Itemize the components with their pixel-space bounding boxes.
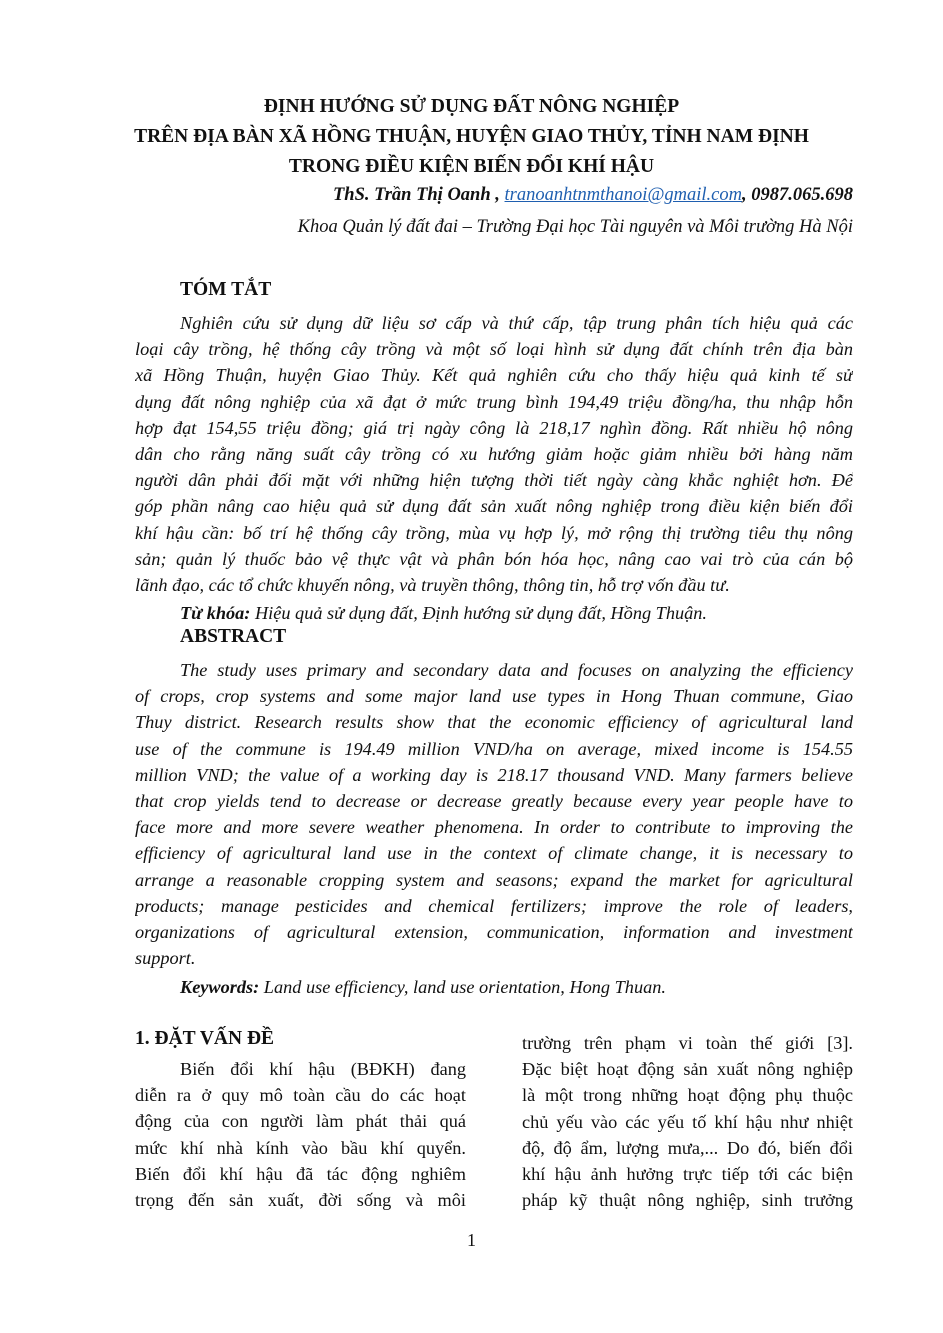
abstract-heading: ABSTRACT (180, 626, 287, 647)
text-line: The study uses primary and secondary data and focuses on analyzing the efficiency (180, 660, 853, 680)
keywords-label: Từ khóa: (180, 603, 251, 623)
author-affiliation: Khoa Quản lý đất đai – Trường Đại học Tài nguyên và Môi trường Hà Nội (297, 217, 853, 237)
text-line: dân cho rằng năng suất cây trồng có xu hướng giảm hoặc giảm nhiều bởi hàng năm (135, 443, 853, 464)
summary-vi-keywords (135, 600, 853, 626)
text-line: loại cây trồng, hệ thống cây trồng và một số loại hình sử dụng đất chính trên địa bàn (135, 339, 853, 360)
text-line: trường trên phạm vi toàn thế giới [3]. (522, 1033, 853, 1053)
text-line: Đặc biệt hoạt động sản xuất nông nghiệp (522, 1059, 853, 1080)
text-line: trọng đến sản xuất, đời sống và môi (135, 1189, 466, 1210)
text-line: Biến đổi khí hậu (BĐKH) đang (180, 1059, 466, 1079)
text-line: người dân phải đối mặt với những hiện tượng thời tiết ngày càng khắc nghiệt hơn. Để (135, 470, 853, 491)
text-line: khí hậu ảnh hưởng trực tiếp tới các biện (522, 1163, 853, 1184)
text-line: of crops, crop systems and some major land use types in Hong Thuan commune, Giao (135, 686, 853, 707)
title-line: ĐỊNH HƯỚNG SỬ DỤNG ĐẤT NÔNG NGHIỆP (263, 96, 680, 117)
text-line: million VND; the value of a working day is 218.17 thousand VND. Many farmers believe (135, 764, 853, 785)
text-line: xã Hồng Thuận, huyện Giao Thủy. Kết quả nghiên cứu cho thấy hiệu quả kinh tế sử (135, 365, 853, 386)
text-line: Biến đổi khí hậu đã tác động nghiêm (135, 1163, 466, 1184)
text-line: chủ yếu vào các yếu tố khí hậu như nhiệt (522, 1111, 853, 1132)
text-line: là một trong những hoạt động phụ thuộc (522, 1085, 853, 1106)
text-line: độ, độ ẩm, lượng mưa,... Do đó, biến đổi (522, 1137, 853, 1158)
text-line: khí hậu cần: bố trí hệ thống cây trồng, mùa vụ hợp lý, mở rộng thị trường tiêu thụ nông (135, 522, 853, 543)
text-line: pháp kỹ thuật nông nghiệp, sinh trưởng (522, 1190, 853, 1211)
section-1-right-column (522, 1030, 853, 1213)
text-line: face more and more severe weather phenomena. In order to contribute to improving the (135, 817, 853, 838)
keywords-text: Hiệu quả sử dụng đất, Định hướng sử dụng đất, Hồng Thuận. (250, 603, 707, 623)
abstract-body (135, 657, 853, 971)
text-line: Thuy district. Research results show that the economic efficiency of agricultural land (135, 712, 853, 733)
section-1-left-column (135, 1056, 466, 1213)
text-line: use of the commune is 194.49 million VND/ha on average, mixed income is 154.55 (135, 738, 853, 759)
author-name: ThS. Trần Thị Oanh , (332, 185, 500, 205)
text-line: góp phần nâng cao hiệu quả sử dụng đất sản xuất nông nghiệp trong điều kiện biến đổi (135, 496, 853, 517)
text-line: arrange a reasonable cropping system and seasons; expand the market for agricultural (135, 869, 853, 890)
text-line: dụng đất nông nghiệp của xã đạt ở mức trung bình 194,49 triệu đồng/ha, thu nhập hỗn (135, 391, 853, 412)
keywords-text: Land use efficiency, land use orientation, Hong Thuan. (259, 977, 666, 997)
text-line: organizations of agricultural extension, communication, information and investment (135, 921, 853, 942)
text-line: sản; quản lý thuốc bảo vệ thực vật và phân bón hóa học, nâng cao vai trò của cán bộ (135, 548, 853, 569)
abstract-keywords (135, 974, 853, 1000)
text-line: hợp đạt 154,55 triệu đồng; giá trị ngày công là 218,17 nghìn đồng. Rất nhiều hộ nông (135, 417, 853, 438)
text-line: that crop yields tend to decrease or decrease greatly because every year people have to (135, 790, 853, 811)
text-line: động của con người làm phát thải quá (135, 1111, 466, 1132)
author-email-link[interactable]: tranoanhtnmthanoi@gmail.com (504, 185, 742, 205)
text-line: support. (135, 948, 196, 969)
text-line: Nghiên cứu sử dụng dữ liệu sơ cấp và thứ cấp, tập trung phân tích hiệu quả các (180, 313, 853, 333)
text-line: lãnh đạo, các tổ chức khuyến nông, và truyền thông, thông tin, hỗ trợ vốn đầu tư. (135, 574, 730, 595)
summary-vi-heading: TÓM TẮT (180, 279, 272, 300)
summary-vi-body (135, 310, 853, 598)
section-1-heading: 1. ĐẶT VẤN ĐỀ (135, 1028, 275, 1049)
page-number: 1 (467, 1230, 476, 1250)
title-line: TRÊN ĐỊA BÀN XÃ HỒNG THUẬN, HUYỆN GIAO THỦY, TỈNH NAM ĐỊNH (134, 126, 809, 147)
text-line: diễn ra ở quy mô toàn cầu do các hoạt (135, 1085, 466, 1106)
author-line (333, 185, 853, 206)
text-line: mức khí nhà kính vào bầu khí quyển. (135, 1137, 466, 1158)
author-phone: , 0987.065.698 (742, 185, 853, 205)
paper-title (0, 92, 943, 182)
keywords-label: Keywords: (180, 977, 260, 997)
text-line: products; manage pesticides and chemical fertilizers; improve the role of leaders, (135, 895, 853, 916)
text-line: efficiency of agricultural land use in the context of climate change, it is necessary to (135, 843, 853, 864)
title-line: TRONG ĐIỀU KIỆN BIẾN ĐỔI KHÍ HẬU (288, 156, 655, 177)
